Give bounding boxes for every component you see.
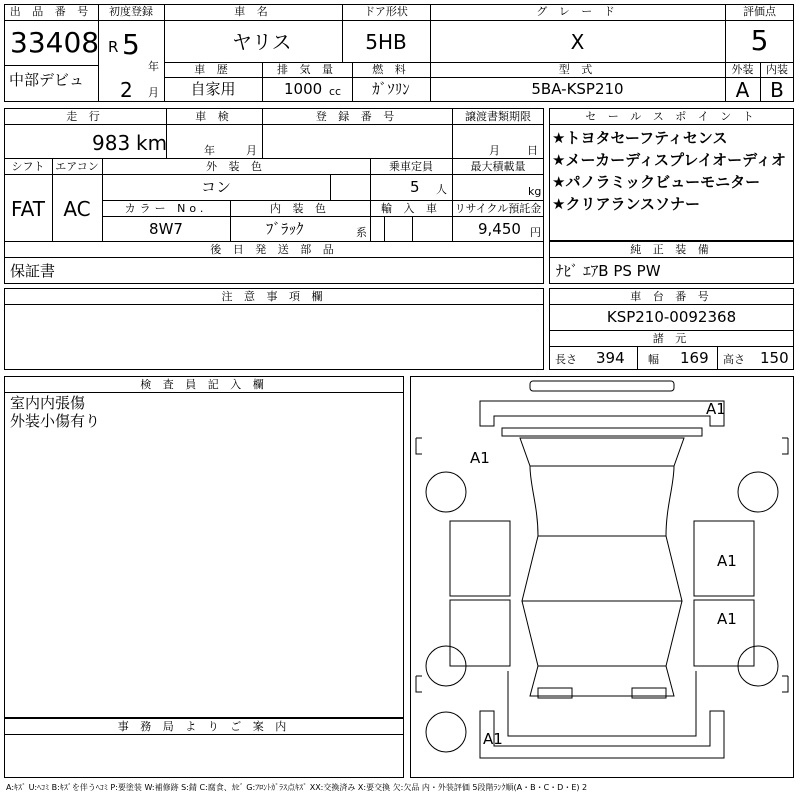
divider: [164, 62, 794, 63]
cabin-outline: [522, 536, 682, 601]
divider: [4, 392, 404, 393]
divider: [4, 20, 98, 21]
damage-mark: A1: [706, 400, 726, 418]
windshield-outline: [520, 438, 684, 466]
ext-label: 外装: [731, 63, 754, 76]
length-label: 長さ: [555, 353, 577, 366]
damage-legend: A:ｷｽﾞ U:ﾍｺﾐ B:ｷｽﾞを伴うﾍｺﾐ P:要塗装 W:補修跡 S:錆 C:腐食、ｶﾋﾞ G:ﾌﾛﾝﾄｶﾞﾗｽ点ｷｽﾞ XX:交換済み X:要交換 欠:欠品 内・外装評価 5段階ﾗﾝｸ順(A・B・C・D・E) 2: [6, 783, 588, 792]
divider: [98, 20, 794, 21]
inspector-note: 室内内張傷: [10, 394, 86, 412]
rear-bumper-outline: [480, 711, 724, 758]
divider: [4, 158, 544, 159]
score-label: 評価点: [743, 5, 776, 18]
divider: [637, 346, 638, 370]
fuel-value: ｶﾞｿﾘﾝ: [372, 80, 410, 98]
notes-label: 注 意 事 項 欄: [221, 290, 327, 303]
ext-value: A: [735, 78, 750, 102]
capacity-label: 乗車定員: [389, 160, 433, 173]
office-label: 事 務 局 よ り ご 案 内: [117, 720, 291, 733]
left-mirror-mark: [416, 438, 422, 454]
inspection-label: 車 検: [195, 110, 233, 123]
lot-no: 33408: [10, 26, 100, 59]
lot-no-label: 出 品 番 号: [9, 5, 93, 18]
score-value: 5: [750, 24, 769, 57]
damage-mark: A1: [717, 552, 737, 570]
displacement-label: 排 気 量: [277, 63, 337, 76]
equipment-label: 純 正 装 備: [630, 243, 713, 256]
int-color-unit: 系: [356, 226, 367, 239]
mileage-label: 走 行: [66, 110, 104, 123]
inspector-label: 検 査 員 記 入 欄: [140, 378, 268, 391]
height-value: 150: [760, 349, 789, 367]
fuel-label: 燃 料: [372, 63, 410, 76]
left-rear-door-outline: [450, 600, 510, 666]
plate-label: 登 録 番 号: [315, 110, 399, 123]
transfer-month-unit: 月: [489, 144, 500, 157]
right-rear-mark: [782, 676, 788, 692]
model-value: 5BA-KSP210: [531, 80, 624, 98]
inspection-year-unit: 年: [204, 144, 215, 157]
later-parts-label: 後 日 発 送 部 品: [210, 243, 338, 256]
grade-label: グ レ ー ド: [536, 5, 619, 18]
divider: [549, 124, 794, 125]
rear-window-outline: [530, 666, 674, 696]
sales-point-item: ★トヨタセーフティセンス: [552, 129, 728, 147]
reg-month-unit: 月: [148, 86, 159, 99]
chassis-value: KSP210-0092368: [606, 308, 737, 326]
transfer-label: 譲渡書類期限: [465, 110, 531, 123]
divider: [102, 216, 544, 217]
load-label: 最大積載量: [470, 160, 526, 173]
color-no-label: カラー No.: [124, 202, 208, 215]
door-value: 5HB: [365, 30, 407, 54]
divider: [330, 174, 331, 200]
divider: [4, 257, 544, 258]
divider: [549, 257, 794, 258]
car-name: ヤリス: [232, 30, 292, 54]
divider: [549, 346, 794, 347]
hood-outline: [480, 401, 724, 426]
left-rear-mark: [416, 676, 422, 692]
sales-point-item: ★パノラミックビューモニター: [552, 173, 761, 191]
car-name-label: 車 名: [234, 5, 272, 18]
int-color-label: 内 装 色: [270, 202, 330, 215]
width-value: 169: [680, 349, 709, 367]
divider: [717, 346, 718, 370]
divider: [4, 124, 544, 125]
divider: [4, 174, 544, 175]
reg-month: 2: [120, 78, 133, 102]
color-no-value: 8W7: [149, 220, 183, 238]
mileage-value: 983: [92, 131, 131, 155]
dims-label: 諸 元: [652, 332, 691, 345]
transfer-day-unit: 日: [527, 144, 538, 157]
history-label: 車 歴: [194, 63, 232, 76]
divider: [549, 330, 794, 331]
divider: [384, 216, 385, 241]
ac-label: エアコン: [55, 160, 99, 173]
era: R: [108, 38, 119, 56]
displacement-value: 1000: [284, 80, 323, 98]
int-value: B: [770, 78, 784, 102]
damage-mark: A1: [717, 610, 737, 628]
hood-inner-outline: [502, 428, 702, 436]
sales-point-item: ★メーカーディスプレイオーディオ: [552, 151, 786, 169]
spare-wheel: [426, 712, 466, 752]
left-front-door-outline: [450, 521, 510, 596]
divider: [4, 304, 544, 305]
reg-year-unit: 年: [148, 60, 159, 73]
reg-year: 5: [122, 28, 140, 61]
inspection-month-unit: 月: [246, 144, 257, 157]
int-color-value: ﾌﾞﾗｯｸ: [266, 220, 304, 238]
color-value: コン: [200, 178, 231, 196]
debut-label: 中部デビュ: [9, 71, 85, 89]
recycle-label: リサイクル預託金: [454, 202, 542, 215]
import-label: 輸 入 車: [381, 202, 441, 215]
inspector-note: 外装小傷有り: [10, 412, 101, 430]
recycle-value: 9,450: [478, 220, 521, 238]
divider: [102, 200, 544, 201]
right-mirror-mark: [782, 438, 788, 454]
grade-value: X: [570, 30, 585, 54]
damage-mark: A1: [483, 730, 503, 748]
shift-value: FAT: [10, 197, 45, 221]
width-label: 幅: [648, 353, 659, 366]
car-diagram-svg: [410, 376, 794, 778]
height-label: 高さ: [723, 353, 745, 366]
color-label: 外 装 色: [206, 160, 266, 173]
mileage-unit: km: [136, 131, 168, 155]
sales-point-item: ★クリアランスソナー: [552, 195, 700, 213]
capacity-value: 5: [410, 178, 420, 196]
divider: [164, 77, 794, 78]
divider: [412, 216, 413, 241]
shift-label: シフト: [11, 160, 45, 173]
front-bumper-outline: [530, 381, 674, 391]
first-reg-label: 初度登録: [109, 5, 153, 18]
trunk-outline: [508, 671, 696, 736]
rear-cabin-outline: [522, 601, 682, 666]
capacity-unit: 人: [436, 183, 447, 196]
divider: [4, 734, 404, 735]
model-label: 型 式: [558, 63, 597, 76]
left-front-wheel: [426, 472, 466, 512]
displacement-unit: cc: [329, 85, 342, 98]
load-unit: kg: [528, 185, 542, 198]
recycle-unit: 円: [530, 226, 541, 239]
right-front-wheel: [738, 472, 778, 512]
divider: [4, 241, 544, 242]
door-label: ドア形状: [364, 5, 408, 18]
ac-value: AC: [63, 197, 91, 221]
equipment-value: ﾅﾋﾞ ｴｱB PS PW: [556, 262, 661, 280]
sales-points-label: セ ー ル ス ポ イ ン ト: [585, 110, 758, 123]
divider: [4, 65, 98, 66]
length-value: 394: [596, 349, 625, 367]
divider: [549, 304, 794, 305]
history-value: 自家用: [190, 80, 236, 98]
roof-outline: [530, 466, 674, 536]
int-label: 内装: [766, 63, 788, 76]
damage-mark: A1: [470, 449, 490, 467]
chassis-label: 車 台 番 号: [630, 290, 713, 303]
later-parts-value: 保証書: [10, 262, 56, 280]
